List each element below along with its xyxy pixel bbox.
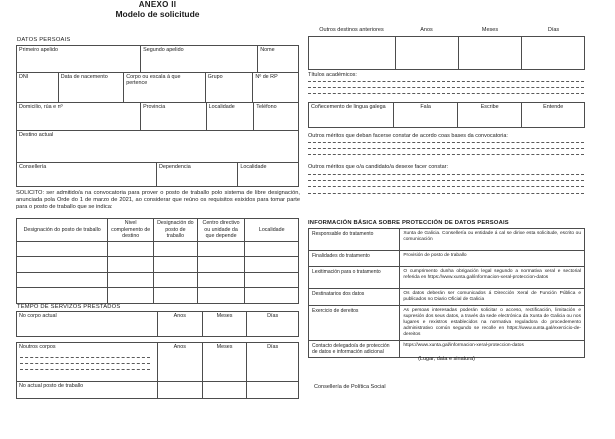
field-domicilio: Domicilio, rúa e nº: [19, 104, 63, 110]
field-dni: DNI: [19, 74, 29, 80]
signature-hint: (Lugar, data e sinatura): [418, 356, 475, 362]
posts-empty-row: [17, 272, 298, 287]
field-n-rp: Nº de RP: [252, 73, 298, 102]
protection-row-label: Responsable do tratamento: [309, 229, 400, 250]
section-datos-persoais: DATOS PERSOAIS: [17, 37, 71, 43]
destinos-header-row: [308, 27, 585, 33]
title-modelo: Modelo de solicitude: [115, 9, 200, 19]
col-designacion-posto-2: Designación do posto de traballo: [153, 219, 197, 241]
field-dependencia: Dependencia: [156, 163, 237, 186]
col-anos-2: Anos: [157, 343, 202, 381]
col-localidade: Localidade: [244, 219, 298, 241]
protection-row-label: Exercicio de dereitos: [309, 306, 400, 340]
field-data-nacemento: Data de nacemento: [58, 73, 124, 102]
col-fala: Fala: [393, 103, 457, 127]
fill-line: [308, 186, 584, 187]
fill-line: [308, 81, 584, 82]
col-entende: Entende: [521, 103, 584, 127]
field-conselleria: Consellería: [19, 164, 47, 170]
col-anos: Anos: [157, 312, 202, 336]
protection-title: INFORMACIÓN BÁSICA SOBRE PROTECCIÓN DE DATOS PERSOAIS: [308, 220, 509, 226]
posts-table: [16, 218, 299, 304]
col-nivel-complemento: Nivel complemento de destino: [107, 219, 153, 241]
field-segundo-apelido: Segundo apelido: [140, 46, 257, 72]
col-meses-2: Meses: [202, 343, 247, 381]
protection-row-label: Finalidades do tratamento: [309, 251, 400, 266]
col-destinos-anos: Anos: [420, 27, 433, 33]
protection-row-value: Xunta de Galicia. Consellería ou entidade á cal se dirixe esta solicitude, escrito ou comunicación: [403, 231, 581, 242]
col-destinos-meses: Meses: [481, 27, 499, 33]
titulos-label: Títulos académicos:: [308, 72, 357, 78]
fill-line: [308, 193, 584, 194]
fill-line: [308, 174, 584, 175]
col-dias-2: Días: [246, 343, 298, 381]
protection-row-value: Provisión de posto de traballo: [403, 253, 467, 258]
fill-line: [308, 87, 584, 88]
posts-empty-row: [17, 241, 298, 256]
col-outros-destinos: Outros destinos anteriores: [319, 27, 384, 33]
fill-line: [308, 180, 584, 181]
field-localidade: Localidade: [206, 103, 254, 130]
section-tempo-servizos: TEMPO DE SERVIZOS PRESTADOS: [17, 304, 121, 310]
col-destinos-dias: Días: [547, 27, 560, 33]
fill-line: [308, 148, 584, 149]
field-localidade-2: Localidade: [237, 163, 298, 186]
tempo-corpo-actual-table: [16, 311, 299, 337]
lingua-table: [308, 102, 585, 128]
col-designacion-posto: Designación do posto de traballo: [23, 226, 101, 233]
col-meses: Meses: [202, 312, 247, 336]
fill-line: [20, 369, 150, 370]
form-title: [0, 0, 315, 19]
col-centro-directivo: Centro directivo ou unidade da que depende: [197, 219, 245, 241]
protection-row-value: Os datos deberán ser comunicados á Dirección Xeral de Función Pública e publicados no Diario Oficial de Galicia: [403, 291, 581, 302]
field-destino-actual: Destino actual: [19, 132, 54, 138]
protection-row-label: Contacto delegado/a de protección de datos e información adicional: [309, 341, 400, 358]
tempo-noutros-corpos-table: [16, 342, 299, 399]
personal-data-table: [16, 45, 299, 187]
fill-line: [20, 357, 150, 358]
footer-destination: Consellería de Política Social: [314, 384, 386, 390]
protection-table: [308, 228, 585, 358]
protection-row-value: As persoas interesadas poderán solicitar o acceso, rectificación, limitación e supresión dos seus datos, a través da sede electrónica da Xunta de Galicia ou nos lugares e rexistros establecidos na normativa reguladora do procedemento administrativo común segundo se recolle en https://www.xunta.gal/exercicio-de-dereitos: [403, 307, 581, 337]
protection-row-value: https://www.xunta.gal/informacion-xeral-proteccion-datos: [403, 342, 524, 348]
field-lingua-galega: Coñecemento de lingua galega: [311, 104, 386, 110]
fill-line: [308, 154, 584, 155]
field-no-corpo-actual: No corpo actual: [19, 313, 57, 319]
fill-line: [20, 363, 150, 364]
field-provincia: Provincia: [140, 103, 206, 130]
field-noutros-corpos: [17, 343, 157, 381]
meritos-bases-label: Outros méritos que deban facerse constar de acordo coas bases da convocatoria:: [308, 133, 508, 139]
fill-line: [308, 93, 584, 94]
posts-empty-row: [17, 256, 298, 272]
col-dias: Días: [246, 312, 298, 336]
meritos-candidato-label: Outros méritos que o/a candidato/a desexe facer constar:: [308, 164, 449, 170]
protection-row-label: Destinatarios dos datos: [309, 289, 400, 305]
destinos-table: [308, 36, 585, 70]
col-escribe: Escribe: [457, 103, 522, 127]
posts-empty-row: [17, 287, 298, 303]
posts-table-header: [17, 219, 298, 241]
noutros-corpos-label: Noutros corpos: [19, 344, 56, 350]
protection-row-value: O cumprimento dunha obrigación legal segundo a normativa xeral e sectorial referida en https://www.xunta.gal/informacion-xeral-proteccion-datos: [403, 269, 581, 280]
protection-row-label: Lexitimación para o tratamento: [309, 267, 400, 288]
field-corpo-escala: Corpo ou escala á que pertence: [123, 73, 204, 102]
field-nome: Nome: [257, 46, 298, 72]
field-telefono: Teléfono: [253, 103, 298, 130]
solicito-paragraph: SOLICITO: ser admitido/a na convocatoria para prover o posto de traballo polo sistema de libre designación, anunciada pola Orde do 1 de marzo de 2021, ao considerar que reúno os requisitos esixidos para tomar parte para o posto de traballo que se indica:: [16, 190, 300, 210]
field-no-actual-posto: No actual posto de traballo: [19, 383, 84, 389]
field-primeiro-apelido: Primeiro apelido: [19, 47, 58, 53]
fill-line: [308, 142, 584, 143]
field-grupo: Grupo: [205, 73, 253, 102]
title-anexo: ANEXO II: [138, 0, 177, 9]
